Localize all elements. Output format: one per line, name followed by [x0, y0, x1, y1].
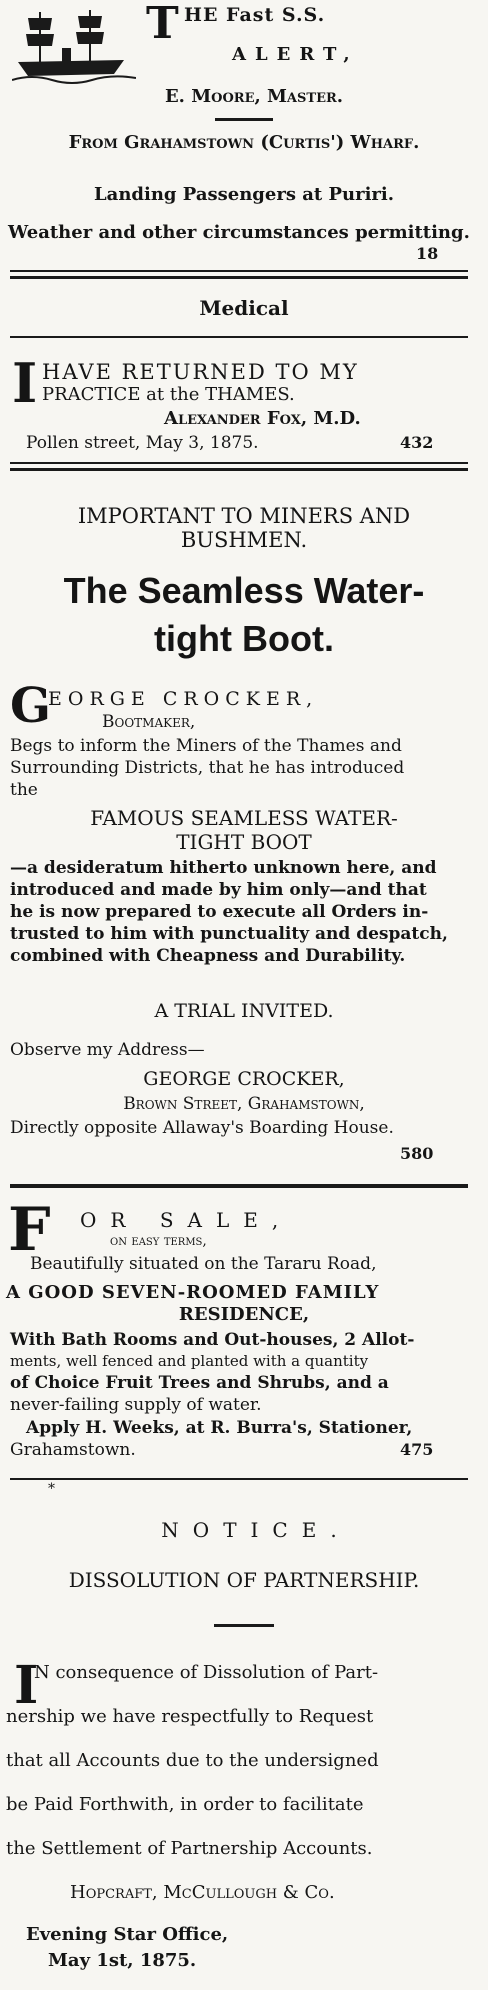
- notice-body-2: nership we have respectfully to Request: [6, 1706, 374, 1727]
- boot-body-3: the: [10, 780, 38, 800]
- notice-subheading: DISSOLUTION OF PARTNERSHIP.: [68, 1568, 420, 1592]
- notice-signature: Hopcraft, McCullough & Co.: [70, 1882, 335, 1903]
- boot-body-8: combined with Cheapness and Durability.: [10, 946, 406, 966]
- medical-line-2: PRACTICE at the THAMES.: [42, 384, 295, 405]
- master-line: E. Moore, Master.: [164, 86, 344, 107]
- boot-name: EORGE CROCKER,: [48, 688, 319, 710]
- conditions-line: Weather and other circumstances permitting.: [8, 222, 470, 243]
- divider: [10, 1478, 468, 1480]
- landing-line: Landing Passengers at Puriri.: [94, 184, 394, 205]
- medical-address: Pollen street, May 3, 1875.: [26, 433, 259, 453]
- sale-situated: Beautifully situated on the Tararu Road,: [30, 1254, 377, 1274]
- boot-address-street: Brown Street, Grahamstown,: [123, 1094, 365, 1114]
- boot-body-7: trusted to him with punctuality and despatch,: [10, 924, 448, 944]
- notice-body-5: the Settlement of Partnership Accounts.: [6, 1838, 373, 1859]
- medical-reference: 432: [400, 433, 434, 452]
- medical-notice: [0, 280, 488, 460]
- medical-line-1: HAVE RETURNED TO MY: [42, 360, 359, 384]
- sale-terms: on easy terms,: [110, 1233, 207, 1249]
- sale-body-1: With Bath Rooms and Out-houses, 2 Allot-: [10, 1330, 415, 1350]
- sale-reference: 475: [400, 1440, 434, 1459]
- boot-body-5: introduced and made by him only—and that: [10, 880, 427, 900]
- medical-heading: Medical: [199, 296, 289, 320]
- steamship-icon: [12, 4, 136, 86]
- steamer-advertisement: [0, 0, 488, 272]
- divider: [10, 1184, 468, 1188]
- medical-signature: Alexander Fox, M.D.: [164, 408, 361, 429]
- boot-body-4: —a desideratum hitherto unknown here, and: [10, 858, 437, 878]
- boot-title-2: tight Boot.: [154, 618, 334, 659]
- sale-body-2: ments, well fenced and planted with a quantity: [10, 1352, 369, 1370]
- notice-body-3: that all Accounts due to the undersigned: [6, 1750, 379, 1771]
- ship-name: ALERT,: [232, 44, 359, 65]
- ad-reference: 18: [416, 244, 439, 263]
- boot-reference: 580: [400, 1144, 434, 1163]
- sale-residence-2: RESIDENCE,: [178, 1304, 310, 1325]
- boot-body-1: Begs to inform the Miners of the Thames and: [10, 736, 402, 756]
- for-sale-advertisement: [0, 1190, 488, 1480]
- sale-body-3: of Choice Fruit Trees and Shrubs, and a: [10, 1373, 389, 1393]
- notice-dropcap: I: [14, 1655, 39, 1716]
- notice-body-4: be Paid Forthwith, in order to facilitate: [6, 1794, 364, 1815]
- from-line: From Grahamstown (Curtis') Wharf.: [68, 132, 420, 153]
- divider: [10, 336, 468, 338]
- notice-office: Evening Star Office,: [26, 1924, 229, 1945]
- short-rule: [214, 1624, 274, 1627]
- boot-address-directly: Directly opposite Allaway's Boarding House.: [10, 1118, 394, 1138]
- notice-body-1: N consequence of Dissolution of Part-: [34, 1662, 379, 1683]
- headline-dropcap: T: [146, 0, 179, 49]
- double-rule: [10, 462, 468, 471]
- boot-address-name: GEORGE CROCKER,: [143, 1068, 345, 1090]
- boot-famous-2: TIGHT BOOT: [176, 830, 312, 854]
- boot-observe: Observe my Address—: [10, 1040, 205, 1060]
- boot-trade: Bootmaker,: [102, 712, 196, 732]
- boot-title-1: The Seamless Water-: [63, 570, 425, 611]
- short-rule: [215, 118, 273, 121]
- boot-body-6: he is now prepared to execute all Orders in-: [10, 902, 429, 922]
- notice-star: *: [48, 1481, 55, 1497]
- boot-advertisement: [0, 476, 488, 1186]
- boot-body-2: Surrounding Districts, that he has introduced: [10, 758, 405, 778]
- sale-dropcap: F: [8, 1195, 51, 1265]
- medical-dropcap: I: [12, 351, 38, 415]
- sale-body-4: never-failing supply of water.: [10, 1395, 262, 1415]
- boot-heading-1: IMPORTANT TO MINERS AND: [77, 504, 411, 528]
- boot-dropcap: G: [10, 678, 51, 734]
- sale-apply-2: Grahamstown.: [10, 1440, 136, 1460]
- notice-date: May 1st, 1875.: [48, 1950, 197, 1971]
- double-rule: [10, 270, 468, 279]
- sale-residence-1: A GOOD SEVEN-ROOMED FAMILY: [6, 1282, 380, 1303]
- partnership-notice: [0, 1482, 488, 1990]
- boot-heading-2: BUSHMEN.: [180, 528, 308, 552]
- notice-heading: NOTICE.: [161, 1518, 351, 1542]
- sale-apply-1: Apply H. Weeks, at R. Burra's, Stationer,: [26, 1418, 413, 1438]
- boot-trial: A TRIAL INVITED.: [154, 1000, 334, 1022]
- headline-text: HE Fast S.S.: [184, 4, 326, 26]
- sale-heading: OR SALE,: [80, 1208, 293, 1232]
- boot-famous-1: FAMOUS SEAMLESS WATER-: [90, 806, 398, 830]
